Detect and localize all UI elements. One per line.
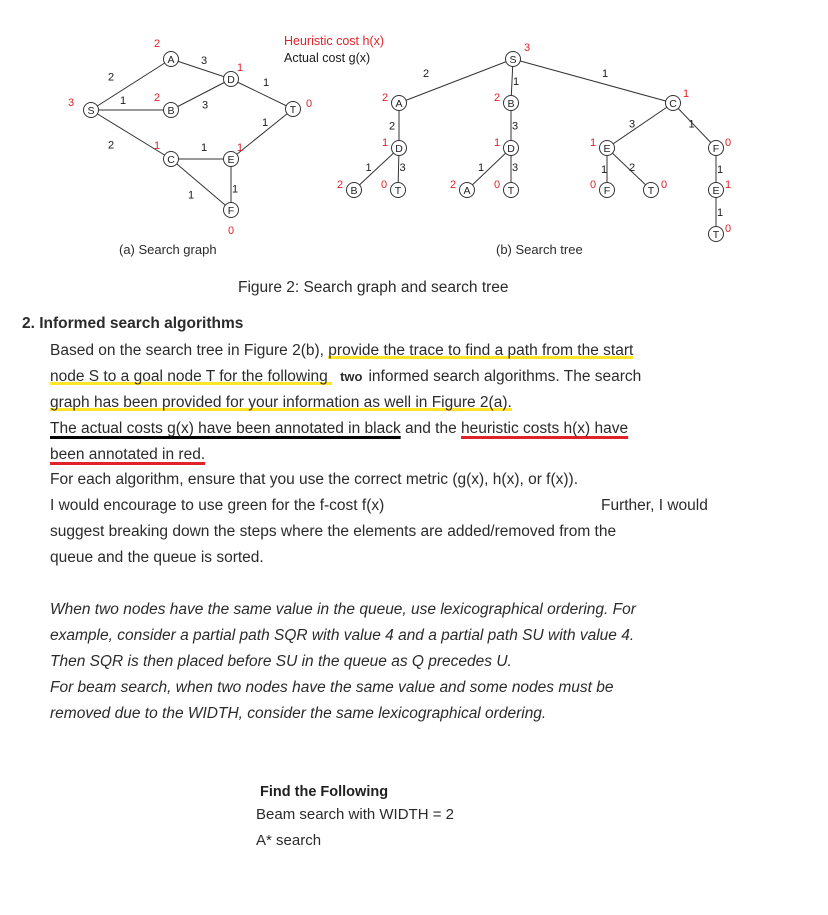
tree-node-6-D-label: D bbox=[507, 143, 515, 155]
para3-line-4: For beam search, when two nodes have the same value and some nodes must be bbox=[50, 679, 614, 696]
tree-heuristic-0: 3 bbox=[523, 42, 531, 54]
graph-heuristic-S: 3 bbox=[67, 97, 75, 109]
para3-line-2: example, consider a partial path SQR with value 4 and a partial path SU with value 4. bbox=[50, 627, 635, 644]
legend-heuristic: Heuristic cost h(x) bbox=[284, 34, 385, 48]
tree-node-12-T-label: T bbox=[647, 185, 655, 197]
figure-2 bbox=[0, 0, 828, 305]
tree-heuristic-1: 2 bbox=[381, 92, 389, 104]
tree-edge-cost-6: 3 bbox=[511, 120, 519, 133]
tree-heuristic-8: 0 bbox=[493, 179, 501, 191]
para1-line-1: Based on the search tree in Figure 2(b), provide the trace to find a path from the start bbox=[50, 342, 634, 359]
graph-heuristic-B: 2 bbox=[153, 92, 161, 104]
tree-heuristic-4: 0 bbox=[380, 179, 388, 191]
tree-edge-cost-15: 1 bbox=[716, 207, 724, 219]
tree-node-5-B-label: B bbox=[507, 98, 515, 110]
tree-edge-cost-3: 1 bbox=[365, 162, 372, 174]
graph-node-S-label: S bbox=[87, 105, 95, 117]
tree-heuristic-2: 1 bbox=[381, 137, 389, 149]
para2-line-4: queue and the queue is sorted. bbox=[50, 549, 264, 566]
underline-heuristic-costs: heuristic costs h(x) have bbox=[461, 420, 629, 437]
tree-node-7-A-label: A bbox=[463, 185, 471, 197]
graph-heuristic-T: 0 bbox=[305, 98, 313, 110]
para2-line-1: For each algorithm, ensure that you use the correct metric (g(x), h(x), or f(x)). bbox=[50, 471, 579, 488]
tree-heuristic-13: 0 bbox=[724, 137, 732, 149]
graph-node-A-label: A bbox=[167, 54, 175, 66]
para3-line-3: Then SQR is then placed before SU in the queue as Q precedes U. bbox=[50, 653, 512, 670]
tree-edge-7 bbox=[467, 148, 511, 190]
tree-edge-9 bbox=[513, 59, 673, 103]
graph-edge-cost-EF: 1 bbox=[231, 183, 239, 196]
tree-edge-10 bbox=[607, 103, 673, 148]
tree-node-11-F-label: F bbox=[603, 185, 611, 197]
tree-heuristic-12: 0 bbox=[660, 179, 668, 191]
graph-heuristic-F: 0 bbox=[227, 225, 235, 237]
graph-edge-cost-SB: 1 bbox=[119, 95, 127, 107]
graph-edge-cost-ET: 1 bbox=[261, 117, 269, 129]
para1-line-2: node S to a goal node T for the following two informed search algorithms. The search bbox=[50, 368, 642, 385]
graph-node-D-label: D bbox=[227, 74, 235, 86]
para2-line-2: I would encourage to use green for the f-cost f(x) Further, I would bbox=[50, 497, 708, 514]
graph-edge-cost-SA: 2 bbox=[107, 71, 115, 84]
graph-node-T-label: T bbox=[289, 104, 297, 116]
tree-node-13-F-label: F bbox=[712, 143, 720, 155]
graph-edge-cost-DT: 1 bbox=[262, 77, 270, 89]
para1-line-5: been annotated in red. bbox=[50, 446, 206, 463]
tree-node-0-S-label: S bbox=[509, 54, 517, 66]
tree-node-3-B-label: B bbox=[350, 185, 358, 197]
graph-node-E-label: E bbox=[227, 154, 235, 166]
find-item-astar: A* search bbox=[256, 832, 322, 849]
graph-node-C-label: C bbox=[167, 154, 175, 166]
graph-heuristic-E: 1 bbox=[236, 142, 244, 154]
highlight-provide-trace: provide the trace to find a path from the start bbox=[328, 342, 634, 359]
tree-node-10-E-label: E bbox=[603, 143, 611, 155]
tree-heuristic-11: 0 bbox=[589, 179, 597, 191]
graph-heuristic-C: 1 bbox=[153, 140, 161, 152]
graph-heuristic-D: 1 bbox=[236, 62, 244, 74]
tree-edge-cost-12: 2 bbox=[628, 162, 636, 174]
question-heading: 2. Informed search algorithms bbox=[22, 315, 244, 332]
tree-edge-cost-10: 3 bbox=[628, 118, 636, 131]
tree-heuristic-14: 1 bbox=[724, 179, 732, 191]
para3-line-1: When two nodes have the same value in the queue, use lexicographical ordering. For bbox=[50, 601, 636, 618]
tree-node-4-T-label: T bbox=[394, 185, 402, 197]
question-para-2 bbox=[50, 467, 810, 571]
tree-edge-cost-9: 1 bbox=[601, 68, 609, 80]
graph-edge-cost-AD: 3 bbox=[200, 55, 208, 67]
tree-node-8-T-label: T bbox=[507, 185, 515, 197]
find-title: Find the Following bbox=[260, 784, 389, 800]
figure-title: Figure 2: Search graph and search tree bbox=[238, 279, 509, 296]
tree-heuristic-9: 1 bbox=[682, 88, 690, 100]
graph-edge-cost-BD: 3 bbox=[201, 99, 209, 112]
graph-edge-cost-CE: 1 bbox=[200, 142, 208, 154]
tree-heuristic-7: 2 bbox=[449, 179, 457, 191]
tree-node-14-E-label: E bbox=[712, 185, 720, 197]
tree-edge-cost-4: 3 bbox=[399, 162, 406, 174]
graph-edge-cost-SC: 2 bbox=[107, 139, 115, 152]
tree-node-2-D-label: D bbox=[395, 143, 403, 155]
tree-edge-cost-14: 1 bbox=[716, 164, 724, 176]
legend-actual: Actual cost g(x) bbox=[284, 51, 371, 65]
graph-node-B-label: B bbox=[167, 105, 175, 117]
graph-edge-CF bbox=[171, 159, 231, 210]
tree-node-9-C-label: C bbox=[669, 98, 677, 110]
graph-edge-cost-CF: 1 bbox=[187, 189, 195, 202]
tree-edge-cost-1: 2 bbox=[422, 68, 430, 80]
search-tree bbox=[337, 42, 731, 242]
graph-node-F-label: F bbox=[227, 205, 235, 217]
graph-heuristic-A: 2 bbox=[153, 38, 161, 50]
tree-heuristic-10: 1 bbox=[589, 137, 597, 149]
search-graph bbox=[68, 38, 312, 237]
tree-node-15-T-label: T bbox=[712, 229, 720, 241]
para1-line-4: The actual costs g(x) have been annotated in black and the heuristic costs h(x) have bbox=[50, 420, 629, 437]
tree-heuristic-5: 2 bbox=[493, 92, 501, 104]
tree-heuristic-15: 0 bbox=[724, 223, 732, 235]
caption-search-tree: (b) Search tree bbox=[496, 242, 583, 257]
tree-node-1-A-label: A bbox=[395, 98, 403, 110]
para1-line-3: graph has been provided for your information as well in Figure 2(a). bbox=[50, 394, 512, 411]
tree-edge-cost-2: 2 bbox=[388, 120, 396, 133]
tree-heuristic-6: 1 bbox=[493, 137, 501, 149]
tree-heuristic-3: 2 bbox=[336, 179, 344, 191]
tree-edge-cost-13: 1 bbox=[688, 118, 695, 131]
tree-edge-cost-8: 3 bbox=[511, 162, 519, 174]
tree-edge-cost-7: 1 bbox=[477, 162, 485, 174]
tree-edge-cost-11: 1 bbox=[600, 164, 608, 176]
question-para-3 bbox=[50, 597, 820, 727]
caption-search-graph: (a) Search graph bbox=[119, 242, 217, 257]
para3-line-5: removed due to the WIDTH, consider the same lexicographical ordering. bbox=[50, 705, 547, 722]
tree-edge-cost-5: 1 bbox=[512, 76, 520, 88]
question-para-1 bbox=[50, 338, 810, 468]
tree-edge-3 bbox=[354, 148, 399, 190]
para2-line-3: suggest breaking down the steps where the elements are added/removed from the bbox=[50, 523, 617, 540]
underline-actual-costs: The actual costs g(x) have been annotated in black bbox=[50, 420, 401, 437]
find-item-beam: Beam search with WIDTH = 2 bbox=[256, 806, 454, 823]
